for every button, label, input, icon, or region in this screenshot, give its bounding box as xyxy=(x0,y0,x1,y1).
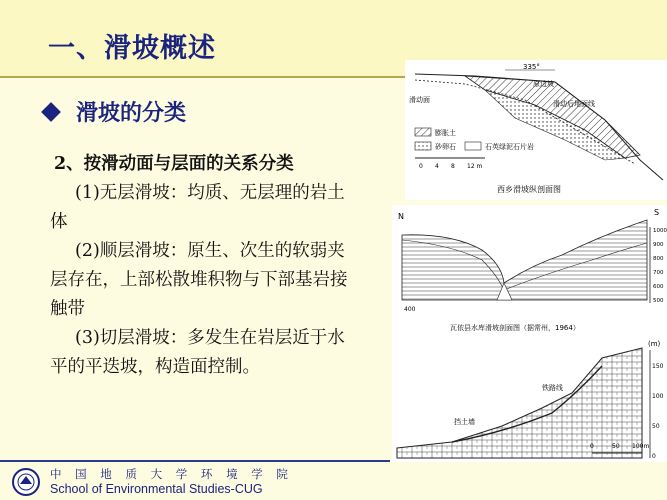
angle-label: 335° xyxy=(523,63,540,71)
south-label: S xyxy=(654,208,660,217)
elevation-tick: 600 xyxy=(653,284,664,290)
fig3-label: 挡土墙 xyxy=(454,418,475,426)
fig3-label: 铁路线 xyxy=(542,384,563,392)
fig1-label: 滑动后地面线 xyxy=(553,100,595,108)
elevation-tick: 100 xyxy=(652,393,664,400)
elevation-tick: 150 xyxy=(652,363,664,370)
institution-en: School of Environmental Studies-CUG xyxy=(50,482,263,496)
figure-caption: 西乡滑坡纵剖面图 xyxy=(497,185,561,194)
fig1-label: 滑动面 xyxy=(409,96,430,104)
page-title: 一、滑坡概述 xyxy=(48,33,216,64)
base-label: 400 xyxy=(404,306,416,313)
diamond-bullet-icon xyxy=(41,102,61,122)
cug-logo-icon xyxy=(8,467,44,497)
scale-tick: 8 xyxy=(451,163,455,170)
scale-tick: 100m xyxy=(632,443,650,450)
scale-tick: 12 m xyxy=(467,163,483,170)
list-item: (2)顺层滑坡：原生、次生的软弱夹层存在，上部松散堆积物与下部基岩接触带 xyxy=(50,241,348,319)
figure-caption: 瓦依县水库滑坡剖面图（据常州，1964） xyxy=(450,324,580,332)
unit-label: (m) xyxy=(648,340,661,348)
elevation-tick: 800 xyxy=(653,256,664,262)
elevation-tick: 0 xyxy=(652,453,656,460)
legend-entry: 膨胀土 xyxy=(435,129,456,137)
figure-reservoir-profile xyxy=(392,205,667,340)
scale-tick: 0 xyxy=(419,163,423,170)
classification-heading: 2、按滑动面与层面的关系分类 xyxy=(54,154,294,174)
list-item: (3)切层滑坡：多发生在岩层近于水平的平迭坡，构造面控制。 xyxy=(50,328,345,377)
body-text xyxy=(50,150,360,382)
legend-entry: 石英绿泥石片岩 xyxy=(485,143,534,151)
elevation-tick: 500 xyxy=(653,298,664,304)
section-heading xyxy=(44,96,186,127)
scale-tick: 50 xyxy=(612,443,620,450)
north-label: N xyxy=(398,212,404,221)
figure-xixiang-profile xyxy=(405,60,667,200)
scale-tick: 4 xyxy=(435,163,439,170)
institution-cn: 中 国 地 质 大 学 环 境 学 院 xyxy=(50,467,293,481)
elevation-tick: 1000 xyxy=(653,228,667,234)
scale-tick: 0 xyxy=(590,443,594,450)
elevation-tick: 900 xyxy=(653,242,664,248)
section-subtitle: 滑坡的分类 xyxy=(76,101,187,126)
legend-entry: 砂卵石 xyxy=(435,143,456,151)
footer-divider xyxy=(0,460,390,462)
list-item: (1)无层滑坡：均质、无层理的岩土体 xyxy=(50,183,345,232)
elevation-tick: 50 xyxy=(652,423,660,430)
fig1-label: 原边坡 xyxy=(533,80,554,88)
elevation-tick: 700 xyxy=(653,270,664,276)
